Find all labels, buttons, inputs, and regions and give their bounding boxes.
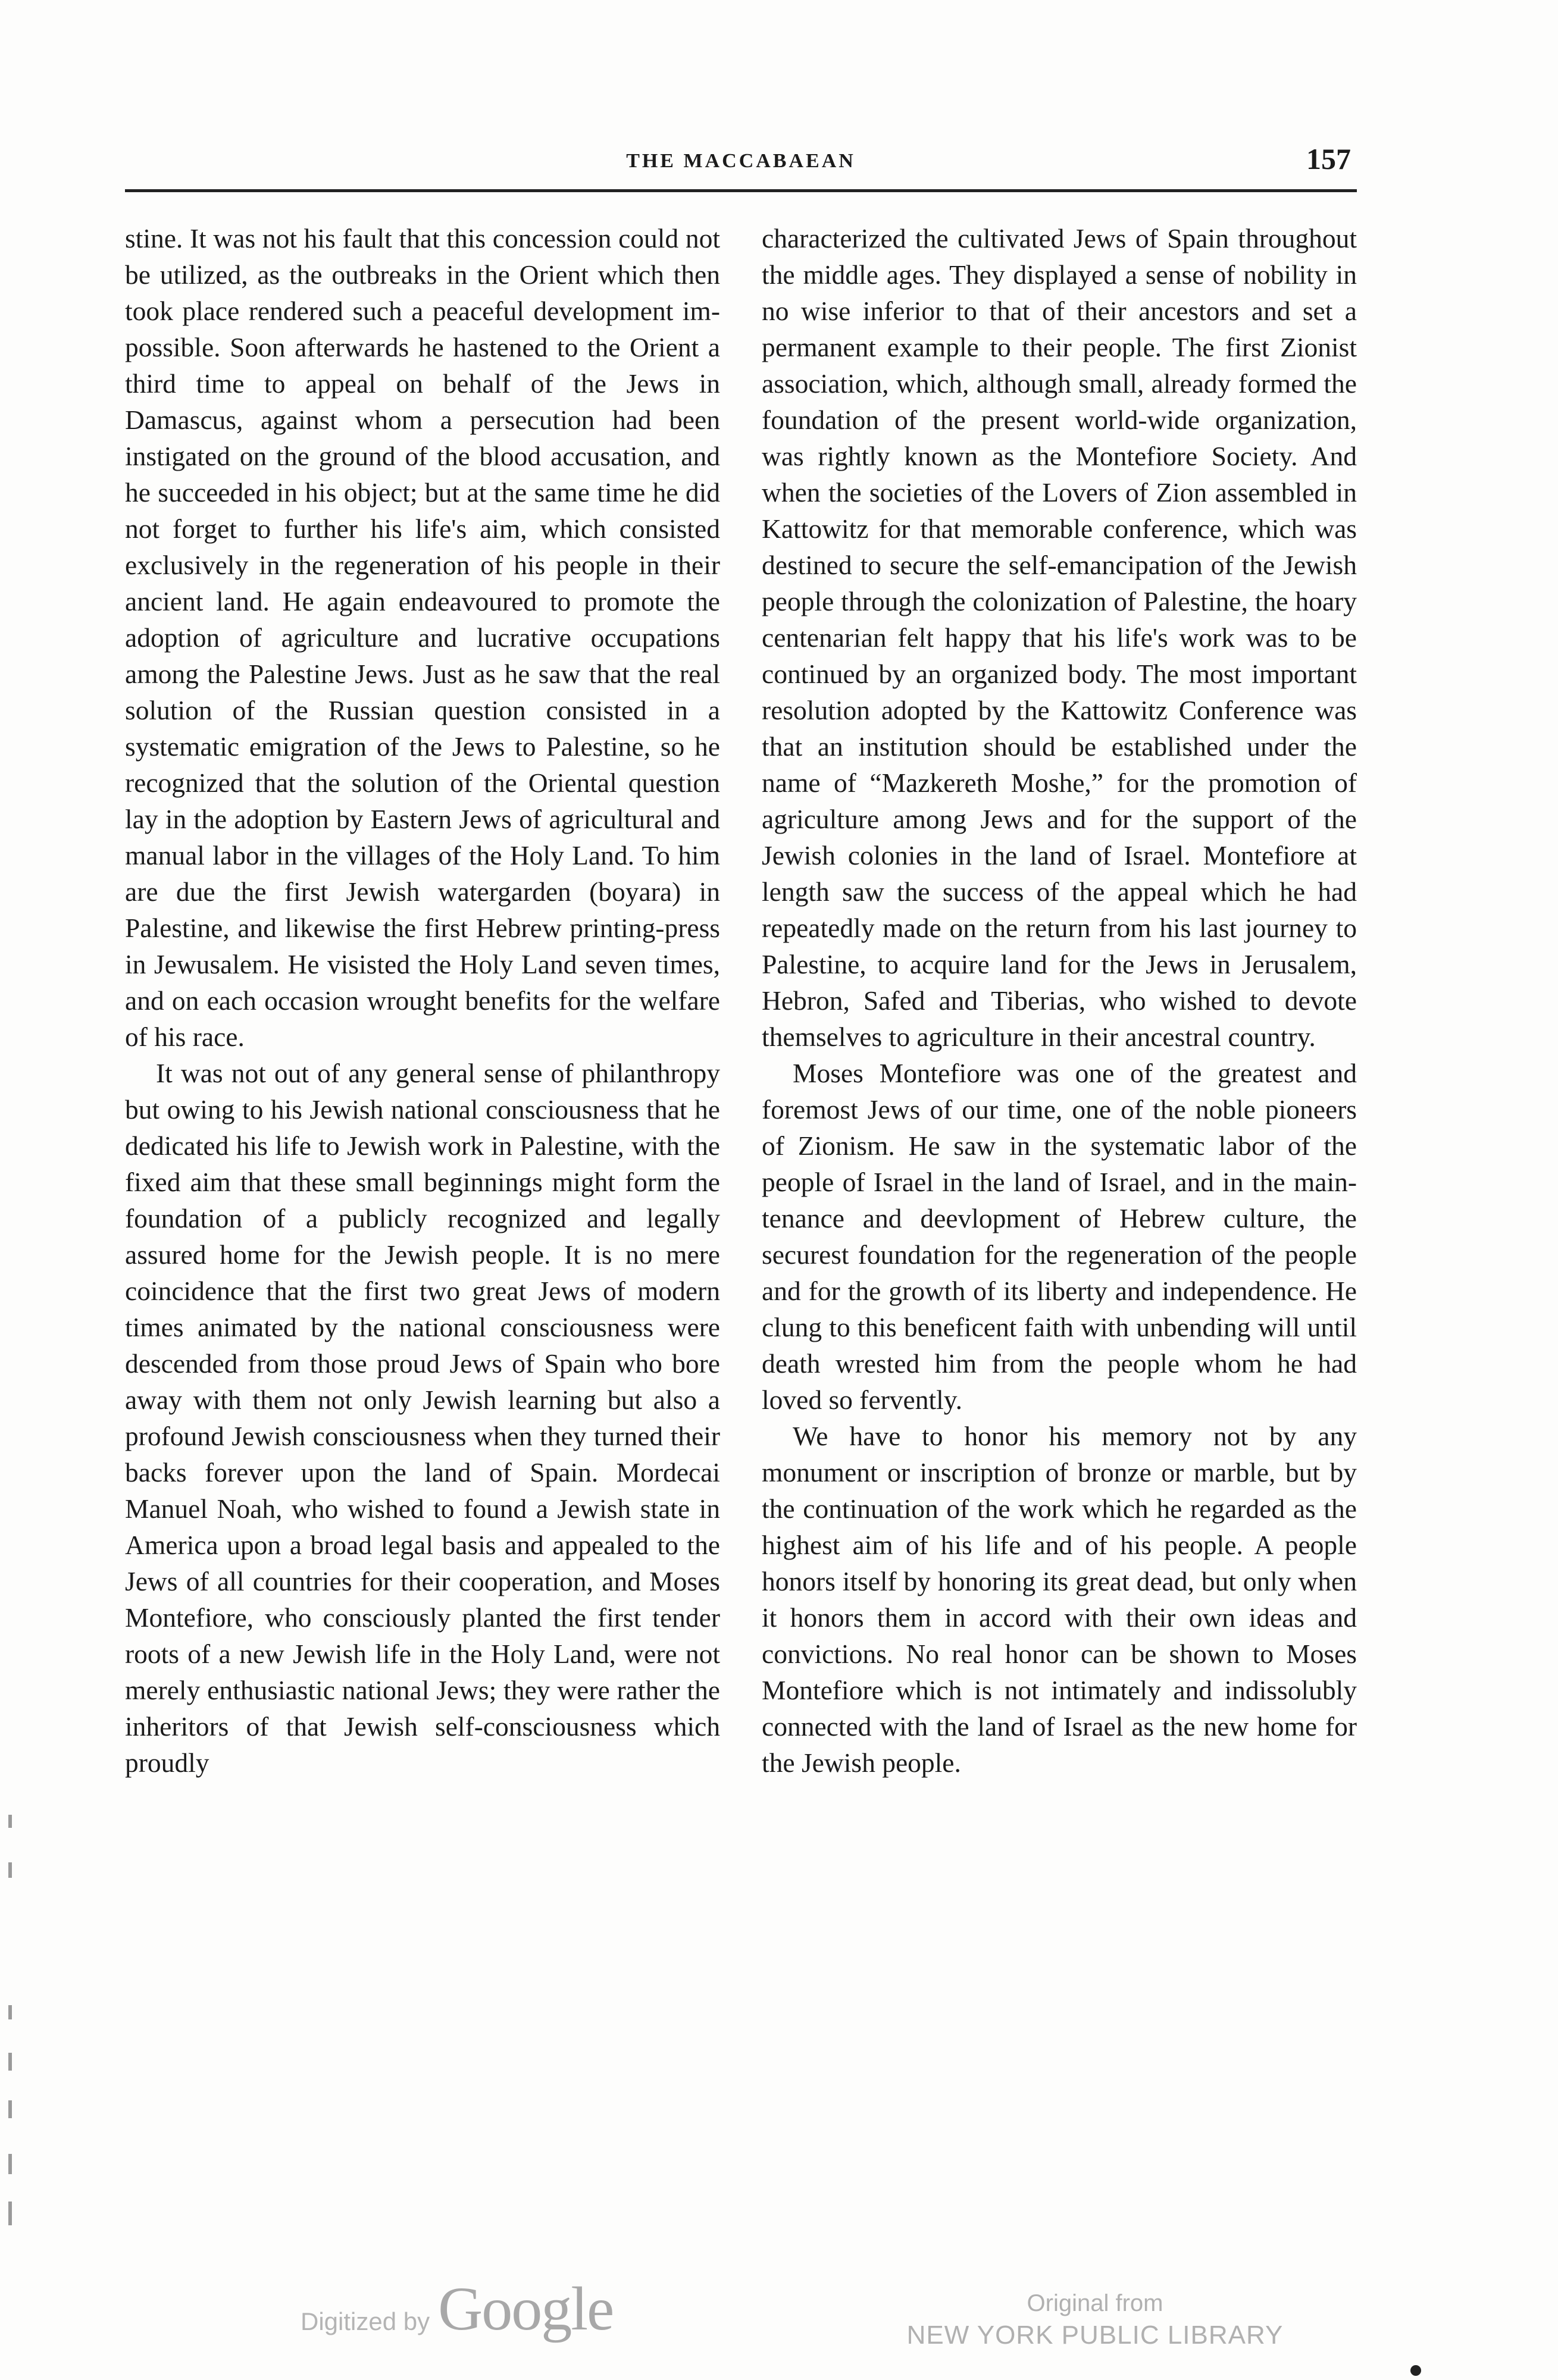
- margin-scan-mark: [8, 1815, 12, 1828]
- page-number: 157: [1306, 142, 1351, 176]
- margin-scan-mark: [8, 2202, 12, 2225]
- right-paragraph-3: We have to honor his memory not by any monument or inscription of bronze or marble, but by the continuation of the work which he regarded as the highest aim of his life and of his people. A people honors itself by honoring its great dead, but only when it honors them in accord with their own ideas and convictions. No real honor can be shown to Moses Montefiore which is not intimately and indissolubly connected with the land of Israel as the new home for the Jewish people.: [762, 1421, 1357, 1778]
- left-paragraph-2: It was not out of any general sense of philanthropy but owing to his Jewish national consciousness that he dedicated his life to Jewish work in Palestine, with the fixed aim that these small beginnings might form the foundation of a publicly recognized and legally assured home for the Jewish people. It is no mere coincidence that the first two great Jews of modern times animated by the national consciousness were descended from those proud Jews of Spain who bore away with them not only Jewish learning but also a profound Jewish consciousness when they turned their backs forever upon the land of Spain. Mordecai Manuel Noah, who wished to found a Jewish state in America upon a broad legal basis and appealed to the Jews of all countries for their cooperation, and Moses Montefiore, who consciously planted the first tender roots of a new Jewish life in the Holy Land, were not merely enthusiastic national Jews; they were rather the inheritors of that Jewish self-consciousness which proudly: [125, 1058, 720, 1778]
- right-column: [762, 220, 1357, 1781]
- scan-speck: [1410, 2365, 1421, 2376]
- running-head: [125, 142, 1357, 192]
- google-logo: Google: [438, 2275, 614, 2343]
- left-column: [125, 220, 720, 1781]
- margin-scan-mark: [8, 1862, 12, 1878]
- margin-scan-mark: [8, 2100, 12, 2118]
- right-paragraph-1: characterized the cultivated Jews of Spain throughout the middle ages. They displayed a sense of nobility in no wise inferior to that of their ancestors and set a permanent example to their people. The first Zionist association, which, although small, already formed the foundation of the present world-wide organization, was rightly known as the Montefiore Society. And when the societies of the Lovers of Zion assembled in Kattowitz for that memorable conference, which was destined to secure the self-emancipation of the Jewish people through the colonization of Palestine, the hoary centenarian felt happy that his life's work was to be continued by an organized body. The most important resolution adopted by the Kattowitz Conference was that an institution should be established under the name of “Mazkereth Moshe,” for the promotion of agriculture among Jews and for the support of the Jewish colonies in the land of Israel. Montefiore at length saw the success of the appeal which he had repeatedly made on the return from his last journey to Palestine, to acquire land for the Jews in Jerusalem, Hebron, Safed and Tiberias, who wished to devote themselves to agriculture in their ancestral country.: [762, 223, 1357, 1052]
- running-title: THE MACCABAEAN: [626, 150, 856, 172]
- margin-scan-mark: [8, 2154, 12, 2174]
- digitized-by-label: Digitized by: [301, 2307, 430, 2335]
- margin-scan-mark: [8, 2053, 12, 2071]
- library-credit: [881, 2288, 1309, 2352]
- original-from-label: Original from: [1027, 2290, 1163, 2316]
- left-paragraph-1: stine. It was not his fault that this concession could not be utilized, as the outbreaks in the Orient which then took place rendered such a peaceful development impossible. Soon afterwards he hastened to the Orient a third time to appeal on behalf of the Jews in Damascus, against whom a persecution had been instigated on the ground of the blood accusation, and he succeeded in his object; but at the same time he did not forget to further his life's aim, which consisted exclusively in the regeneration of his people in their ancient land. He again endeavoured to promote the adoption of agriculture and lucrative occupations among the Palestine Jews. Just as he saw that the real solution of the Russian question consisted in a systematic emigration of the Jews to Palestine, so he recognized that the solution of the Oriental question lay in the adoption by Eastern Jews of agricultural and manual labor in the villages of the Holy Land. To him are due the first Jewish watergarden (boyara) in Palestine, and likewise the first Hebrew printing-press in Jewusalem. He visisted the Holy Land seven times, and on each occasion wrought benefits for the welfare of his race.: [125, 223, 720, 1052]
- digitized-by-watermark: [301, 2275, 614, 2344]
- margin-scan-mark: [8, 2005, 12, 2019]
- right-paragraph-2: Moses Montefiore was one of the greatest and foremost Jews of our time, one of the noble pioneers of Zionism. He saw in the systematic labor of the people of Israel in the land of Israel, and in the maintenance and deevlopment of Hebrew culture, the securest foundation for the regeneration of the people and for the growth of its liberty and independence. He clung to this beneficent faith with unbending will until death wrested him from the people whom he had loved so fervently.: [762, 1058, 1357, 1415]
- library-name: NEW YORK PUBLIC LIBRARY: [906, 2320, 1284, 2350]
